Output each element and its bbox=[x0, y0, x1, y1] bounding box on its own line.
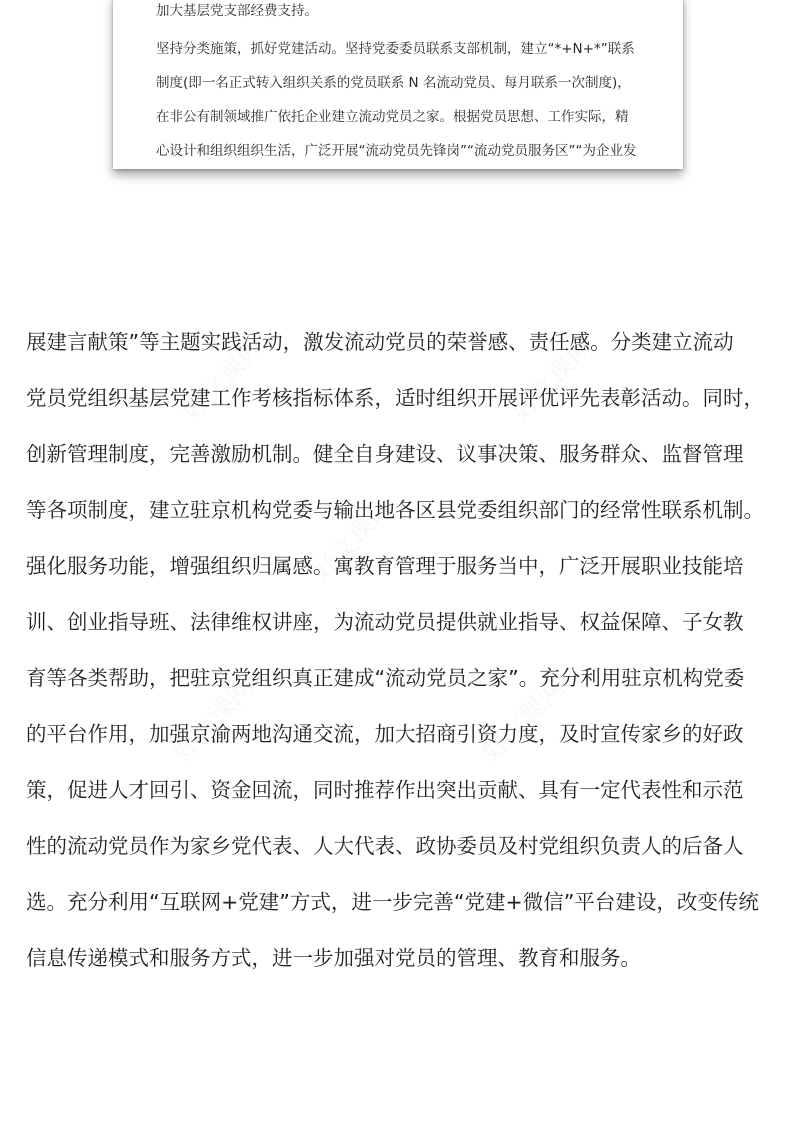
body-line: 选。充分利用“互联网+党建”方式，进一步完善“党建+微信”平台建设，改变传统 bbox=[26, 890, 759, 914]
body-line: 信息传递模式和服务方式，进一步加强对党员的管理、教育和服务。 bbox=[26, 946, 641, 970]
watermark-text: 好文课网 bbox=[506, 332, 602, 428]
watermark-text: 好文课网 bbox=[166, 672, 262, 768]
preview-line: 在非公有制领域推广依托企业建立流动党员之家。根据党员思想、工作实际，精 bbox=[156, 109, 629, 125]
preview-line: 心设计和组织组织生活，广泛开展“流动党员先锋岗”“流动党员服务区”“为企业发 bbox=[156, 143, 637, 159]
preview-line: 加大基层党支部经费支持。 bbox=[156, 3, 318, 19]
body-line: 的平台作用，加强京渝两地沟通交流，加大招商引资力度，及时宣传家乡的好政 bbox=[26, 722, 744, 746]
page-preview-card bbox=[113, 0, 683, 169]
body-line: 党员党组织基层党建工作考核指标体系，适时组织开展评优评先表彰活动。同时， bbox=[26, 386, 764, 410]
body-line: 训、创业指导班、法律维权讲座，为流动党员提供就业指导、权益保障、子女教 bbox=[26, 610, 744, 634]
watermark-text: 好文课网 bbox=[476, 672, 572, 768]
body-line: 强化服务功能，增强组织归属感。寓教育管理于服务当中，广泛开展职业技能培 bbox=[26, 554, 744, 578]
body-line: 展建言献策”等主题实践活动，激发流动党员的荣誉感、责任感。分类建立流动 bbox=[26, 330, 734, 354]
preview-line: 坚持分类施策，抓好党建活动。坚持党委委员联系支部机制，建立“*+N+*”联系 bbox=[156, 41, 635, 57]
body-line: 性的流动党员作为家乡党代表、人大代表、政协委员及村党组织负责人的后备人 bbox=[26, 834, 744, 858]
watermark-text: 好文课网 bbox=[306, 492, 402, 588]
watermark-text: 好文课网 bbox=[176, 332, 272, 428]
body-line: 育等各类帮助，把驻京党组织真正建成“流动党员之家”。充分利用驻京机构党委 bbox=[26, 666, 745, 690]
body-line: 创新管理制度，完善激励机制。健全自身建设、议事决策、服务群众、监督管理 bbox=[26, 442, 744, 466]
body-line: 策，促进人才回引、资金回流，同时推荐作出突出贡献、具有一定代表性和示范 bbox=[26, 778, 744, 802]
preview-line: 制度(即一名正式转入组织关系的党员联系 N 名流动党员、每月联系一次制度)， bbox=[156, 75, 631, 91]
body-line: 等各项制度，建立驻京机构党委与输出地各区县党委组织部门的经常性联系机制。 bbox=[26, 498, 764, 522]
